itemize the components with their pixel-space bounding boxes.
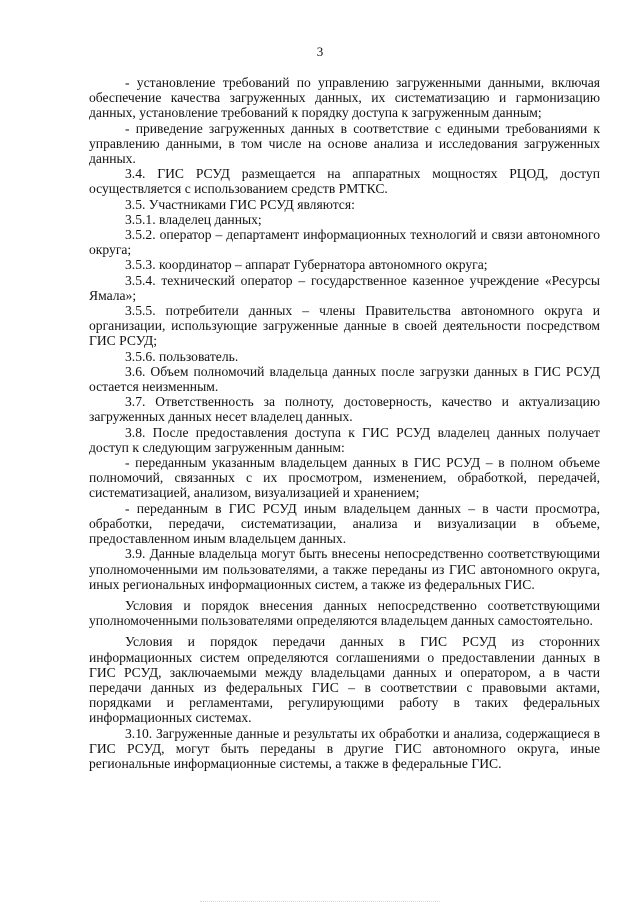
paragraph: - установление требований по управлению загруженными данными, включая обеспечение качества загруженных данных, их систематизацию и гармонизацию данных, установление требований к порядку доступа к загруженным данным; bbox=[89, 75, 600, 121]
bottom-divider bbox=[200, 901, 440, 903]
paragraph: 3.5.6. пользователь. bbox=[125, 348, 239, 364]
page-number: 3 bbox=[316, 44, 324, 59]
paragraph: 3.5.3. координатор – аппарат Губернатора автономного округа; bbox=[125, 257, 488, 273]
document-body bbox=[89, 75, 600, 771]
paragraph: 3.5.4. технический оператор – государственное казенное учреждение «Ресурсы Ямала»; bbox=[89, 272, 600, 303]
paragraph: 3.10. Загруженные данные и результаты их обработки и анализа, содержащиеся в ГИС РСУД, могут быть переданы в другие ГИС автономного округа, иные региональные информационные системы, а также в федеральные ГИС. bbox=[89, 725, 600, 771]
paragraph: - приведение загруженных данных в соответствие с едиными требованиями к управлению данными, в том числе на основе анализа и исследования загруженных данных. bbox=[89, 120, 600, 167]
paragraph: 3.5.2. оператор – департамент информационных технологий и связи автономного округа; bbox=[89, 227, 600, 258]
paragraph: 3.5.5. потребители данных – члены Правительства автономного округа и организации, использующие загруженные данные в своей деятельности посредством ГИС РСУД; bbox=[89, 303, 600, 349]
paragraph: 3.4. ГИС РСУД размещается на аппаратных мощностях РЦОД, доступ осуществляется с использованием средств РМТКС. bbox=[89, 166, 600, 197]
paragraph: 3.6. Объем полномочий владельца данных после загрузки данных в ГИС РСУД остается неизменным. bbox=[89, 363, 600, 395]
paragraph: - переданным в ГИС РСУД иным владельцем данных – в части просмотра, обработки, передачи, систематизации, анализа и визуализации в объеме, предоставленном иным владельцем данных. bbox=[89, 500, 600, 547]
paragraph: Условия и порядок внесения данных непосредственно соответствующими уполномоченными пользователями определяются владельцем данных самостоятельно. bbox=[89, 597, 600, 629]
paragraph: - переданным указанным владельцем данных в ГИС РСУД – в полном объеме полномочий, связанных с их просмотром, изменением, обработкой, передачей, систематизацией, анализом, визуализацией и хранением; bbox=[89, 455, 600, 501]
paragraph: 3.7. Ответственность за полноту, достоверность, качество и актуализацию загруженных данных несет владелец данных. bbox=[89, 394, 600, 425]
paragraph: 3.9. Данные владельца могут быть внесены непосредственно соответствующими уполномоченными им пользователями, а также переданы из ГИС автономного округа, иных региональных информационных систем, а также из федеральных ГИС. bbox=[89, 546, 600, 592]
paragraph: 3.5.1. владелец данных; bbox=[125, 211, 262, 227]
paragraph: 3.8. После предоставления доступа к ГИС РСУД владелец данных получает доступ к следующим загруженным данным: bbox=[89, 424, 600, 455]
paragraph: 3.5. Участниками ГИС РСУД являются: bbox=[125, 196, 355, 212]
paragraph: Условия и порядок передачи данных в ГИС РСУД из сторонних информационных систем определяются соглашениями о предоставлении данных в ГИС РСУД, заключаемыми между владельцами данных и оператором, а в части передачи данных из федеральных ГИС – в соответствии с правовыми актами, порядками и регламентами, регулирующими работу в таких федеральных информационных системах. bbox=[89, 634, 600, 726]
